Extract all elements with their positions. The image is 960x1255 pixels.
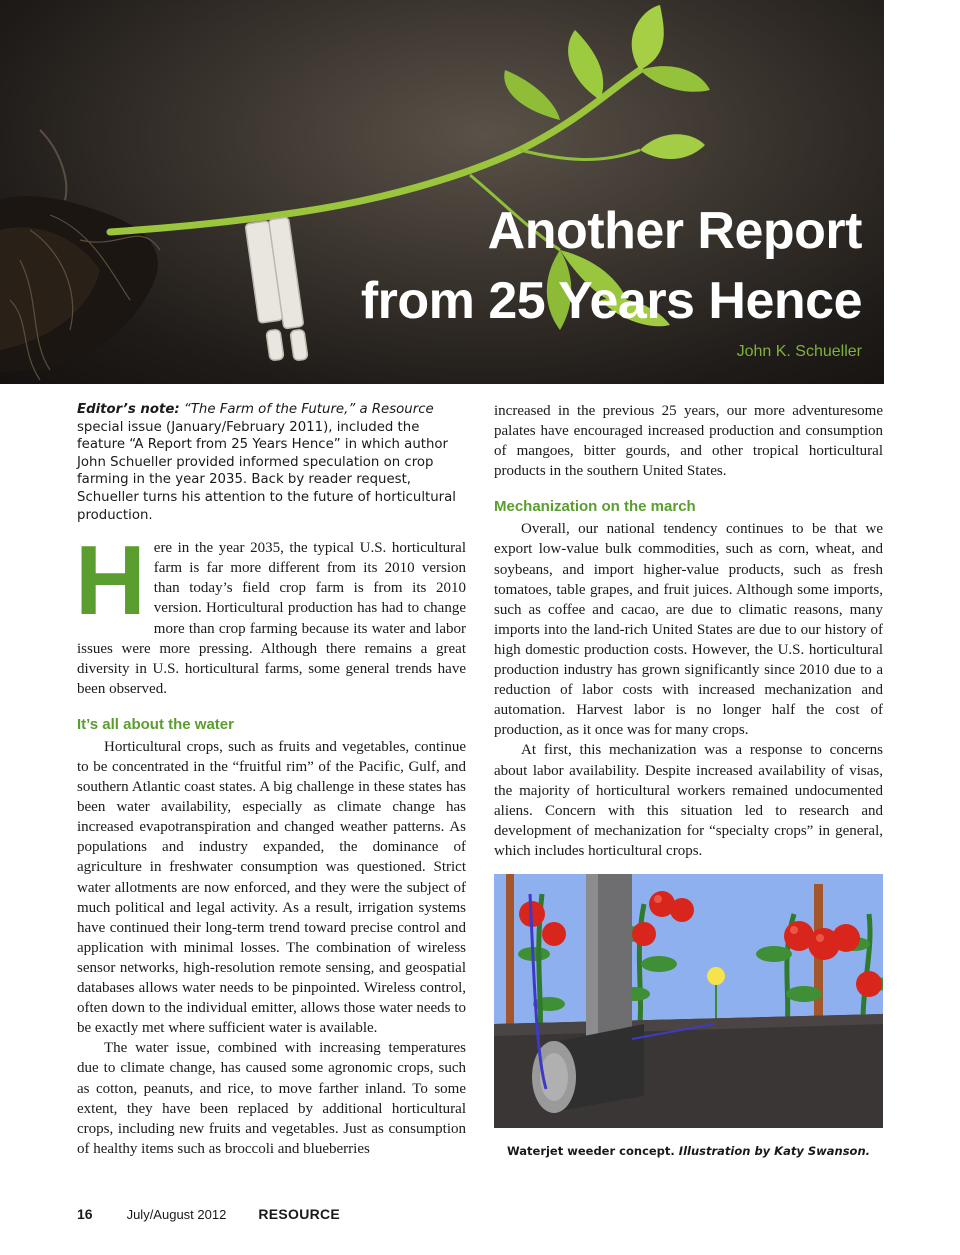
intro-text: ere in the year 2035, the typical U.S. horticultural farm is far more different from its 2010 version than today’s field crop farm is from its 2010 version. Horticultural production has had to change more than crop farming because its water and labor issues were more pressing. Although there remains a great diversity in U.S. horticultural farms, some general trends have been observed.	[77, 540, 466, 697]
article-title	[361, 196, 862, 336]
editor-note-quote-open: “	[179, 402, 191, 417]
waterjet-weeder-illustration	[494, 874, 883, 1128]
section-heading-water: It’s all about the water	[77, 715, 234, 733]
issue-date: July/August 2012	[126, 1207, 227, 1222]
section-heading-mechanization: Mechanization on the march	[494, 498, 696, 516]
editor-note-label: Editor’s note:	[77, 402, 180, 417]
right-column	[494, 401, 883, 861]
page-number: 16	[77, 1206, 93, 1222]
editor-note-text: special issue (January/February 2011), included the feature “A Report from 25 Years Hence” in which author John Schueller provided informed speculation on crop farming in the year 2035. Back by reader request, Schueller turns his attention to the future of horticultural production.	[77, 419, 456, 523]
water-paragraph-2: The water issue, combined with increasing temperatures due to climate change, has caused some agronomic crops, such as cotton, peanuts, and rice, to move farther inland. To some extent, they have been replaced by additional horticultural crops, including new fruits and vegetables. Just as consumption of healthy items such as broccoli and blueberries	[77, 1040, 466, 1157]
title-line-2: from 25 Years Hence	[360, 272, 862, 330]
hero-image	[0, 0, 884, 384]
caption-text: Waterjet weeder concept.	[506, 1144, 679, 1158]
editor-note-magazine: Resource	[367, 402, 434, 417]
mechanization-paragraph-2: At first, this mechanization was a response to concerns about labor availability. Despite increased availability of visas, the majority of horticultural workers remained undocumented aliens. Concern with this situation led to research and development of mechanization for “specialty crops” in general, which includes horticultural crops.	[494, 742, 883, 859]
publication-name: RESOURCE	[258, 1206, 341, 1222]
intro-paragraph	[75, 525, 466, 699]
mechanization-paragraph-1: Overall, our national tendency continues to be that we export low-value bulk commodities, such as corn, wheat, and soybeans, and import higher-value products, such as fresh tomatoes, table grapes, and fruit juices. Although some imports, such as coffee and cacao, are due to climatic reasons, many imports into the land-rich United States are due to our history of high domestic production costs. However, the U.S. horticultural production industry has grown significantly since 2010 due to a reduction of labor costs with increased mechanization and automation. Harvest labor is no longer half the cost of production, as it once was for many crops.	[494, 521, 883, 739]
figure-caption	[494, 1144, 883, 1158]
water-paragraph-1: Horticultural crops, such as fruits and vegetables, continue to be concentrated in the “fruitful rim” of the Pacific, Gulf, and southern Atlantic coast states. A big challenge in these states has been water availability, especially as climate change has increased evapotranspiration and changed weather patterns. As populations and industry expanded, the dominance of agriculture in freshwater consumption was questioned. Strict water allotments are now enforced, and they were the subject of much political and legal activity. As a result, irrigation systems have continued their long-term trend toward precise control and application with minimal losses. The combination of wireless sensor networks, high-resolution remote sensing, and geospatial databases allows water needs to be pinpointed. Wireless control, often down to the individual emitter, allows those water needs to be exactly met where sufficient water is available.	[77, 738, 466, 1037]
editor-note-feature: The Farm of the Future,” a	[190, 402, 368, 417]
author-byline: John K. Schueller	[736, 343, 862, 360]
title-line-1: Another Report	[487, 202, 862, 260]
editor-note	[77, 401, 466, 524]
drop-cap: H	[75, 525, 146, 636]
left-column	[77, 401, 466, 1159]
caption-credit: Illustration by Katy Swanson.	[678, 1144, 871, 1158]
continuation-paragraph: increased in the previous 25 years, our more adventuresome palates have encouraged increased production and consumption of mangoes, bitter gourds, and other tropical horticultural products in the southern United States.	[494, 403, 883, 480]
page-footer	[77, 1206, 340, 1222]
illustration-graphic	[494, 874, 883, 1128]
